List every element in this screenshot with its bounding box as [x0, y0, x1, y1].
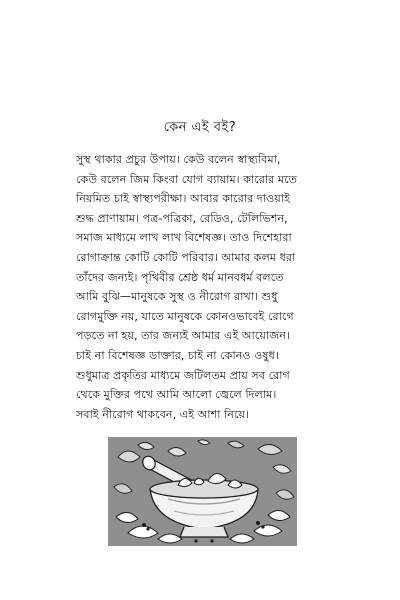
paragraph-line: কেউ বলেন জিম কিংবা যোগ ব্যায়াম। কারোর মতে [76, 172, 297, 186]
page-title: কেন এই বই? [163, 120, 237, 135]
paragraph-line: রোগাক্রান্ত কোটি কোটি পরিবার। আমার কলম ধরা [76, 250, 296, 264]
paragraph-line: পড়তে না হয়, তার জন্যই আমার এই আয়োজন। [76, 329, 290, 343]
paragraph-line: নিয়মিত চাই স্বাস্থ্যপরীক্ষা। আবার কারোর দাওয়াই [76, 192, 290, 206]
paragraph-line: সুস্থ থাকার প্রচুর উপায়। কেউ বলেন স্বাস্থ্যবিমা, [76, 153, 281, 166]
paragraph-line: শুধুমাত্র প্রকৃতির মাধ্যমে জটিলতম প্রায় সব রোগ [76, 368, 290, 382]
paragraph-line: সবাই নীরোগ থাকবেন, এই আশা নিয়ে। [76, 407, 250, 421]
preface-paragraph [76, 150, 328, 424]
mortar-pestle-herbs-icon [108, 437, 297, 546]
paragraph-line: শুদ্ধ প্রাণায়াম। পত্র-পত্রিকা, রেডিও, টেলিভিশন, [76, 211, 288, 225]
paragraph-line: তাঁদের জন্যই। পৃথিবীর শ্রেষ্ঠ ধর্ম মানবধর্ম বলতে [76, 270, 284, 284]
paragraph-line: সমাজ মাধ্যমে লাখ লাখ বিশেষজ্ঞ। তাও দিশেহারা [76, 231, 292, 245]
paragraph-line: থেকে মুক্তির পথে আমি আলো জ্বেলে দিলাম। [76, 388, 277, 402]
paragraph-line: চাই না বিশেষজ্ঞ ডাক্তার, চাই না কোনও ওষুধ। [76, 348, 279, 362]
paragraph-line: রোগমুক্তি নয়, যাতে মানুষকে কোনওভাবেই রোগে [76, 309, 294, 323]
paragraph-line: আমি বুঝি—মানুষকে সুস্থ ও নীরোগ রাখা। শুধু [76, 290, 278, 304]
